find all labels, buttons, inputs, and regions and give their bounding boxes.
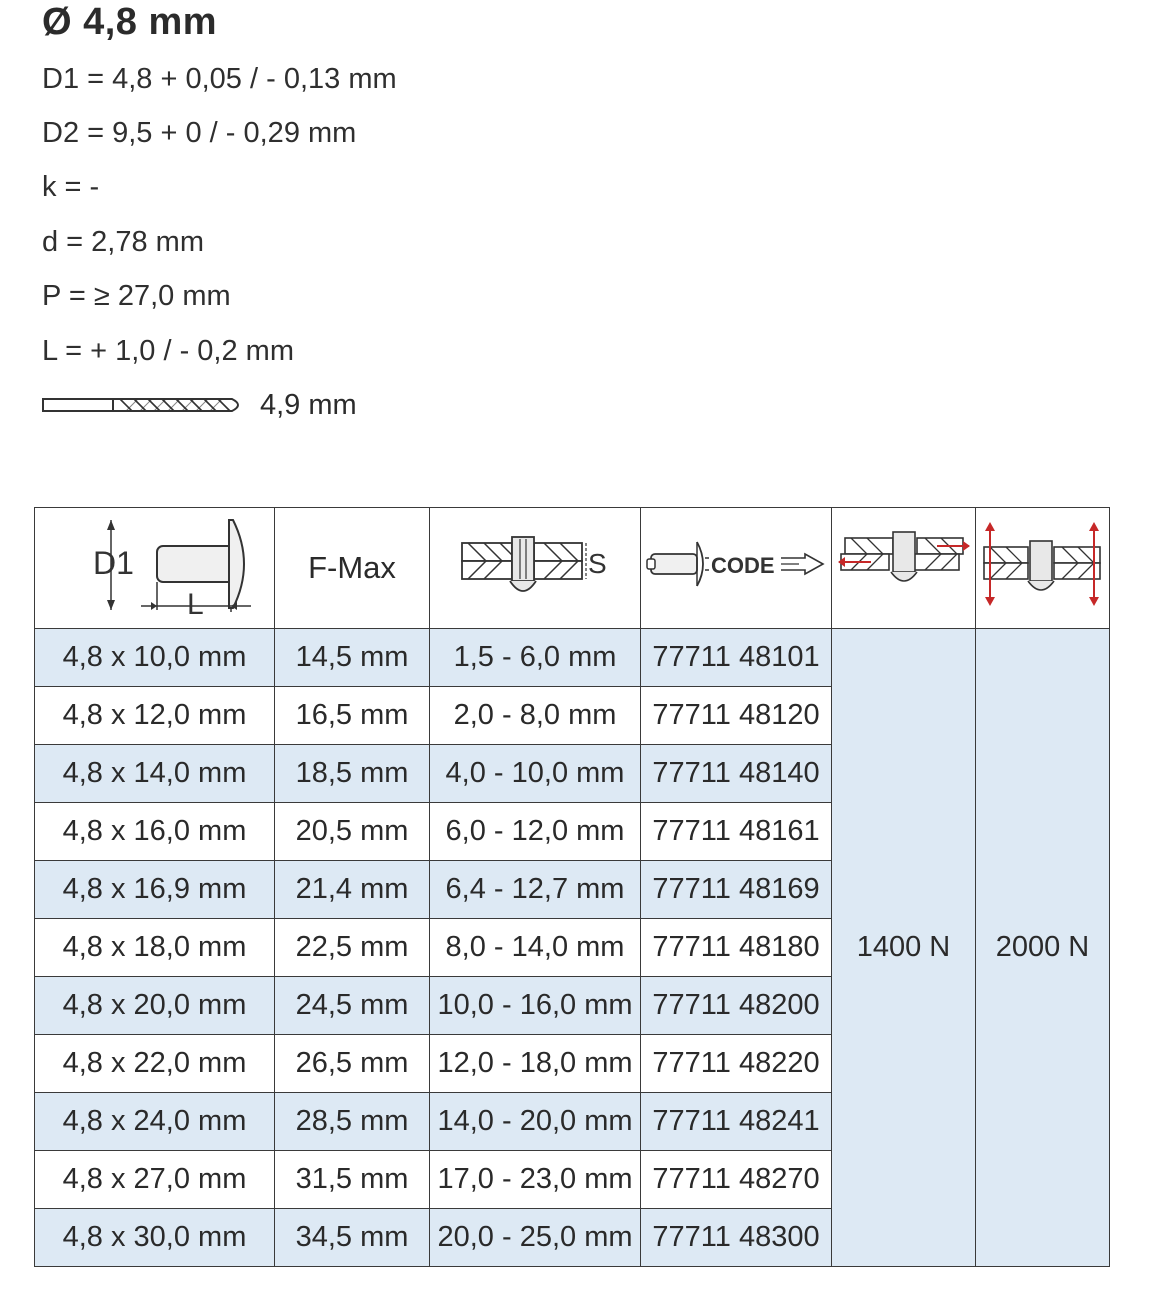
- cell-size: 4,8 x 16,0 mm: [35, 803, 275, 861]
- cell-size: 4,8 x 12,0 mm: [35, 687, 275, 745]
- drill-bit-icon: [42, 394, 246, 416]
- s-label: S: [588, 548, 607, 579]
- spec-p: P = ≥ 27,0 mm: [42, 280, 231, 312]
- cell-fmax: 31,5 mm: [275, 1151, 430, 1209]
- cell-code: 77711 48180: [641, 919, 832, 977]
- cell-fmax: 21,4 mm: [275, 861, 430, 919]
- spec-l: L = + 1,0 / - 0,2 mm: [42, 335, 294, 367]
- spec-d: d = 2,78 mm: [42, 226, 204, 258]
- cell-fmax: 16,5 mm: [275, 687, 430, 745]
- drill-size-value: 4,9 mm: [260, 389, 357, 421]
- cell-grip: 14,0 - 20,0 mm: [430, 1093, 641, 1151]
- cell-grip: 1,5 - 6,0 mm: [430, 629, 641, 687]
- cell-fmax: 20,5 mm: [275, 803, 430, 861]
- fmax-label: F-Max: [308, 550, 396, 585]
- cell-size: 4,8 x 27,0 mm: [35, 1151, 275, 1209]
- header-shear: [832, 508, 976, 629]
- rivet-code-icon: [645, 534, 827, 594]
- cell-code: 77711 48101: [641, 629, 832, 687]
- cell-grip: 6,4 - 12,7 mm: [430, 861, 641, 919]
- cell-code: 77711 48140: [641, 745, 832, 803]
- cell-code: 77711 48220: [641, 1035, 832, 1093]
- page-title: Ø 4,8 mm: [42, 1, 218, 43]
- cell-size: 4,8 x 16,9 mm: [35, 861, 275, 919]
- d1-label: D1: [92, 545, 134, 581]
- cell-fmax: 28,5 mm: [275, 1093, 430, 1151]
- cell-code: 77711 48120: [641, 687, 832, 745]
- cell-code: 77711 48241: [641, 1093, 832, 1151]
- header-grip: [430, 508, 641, 629]
- table-row: [35, 629, 1110, 687]
- cell-grip: 8,0 - 14,0 mm: [430, 919, 641, 977]
- header-tensile: [976, 508, 1110, 629]
- header-size: [35, 508, 275, 629]
- l-label: L: [186, 588, 204, 620]
- cell-fmax: 24,5 mm: [275, 977, 430, 1035]
- cell-size: 4,8 x 18,0 mm: [35, 919, 275, 977]
- table-header-row: [35, 508, 1110, 629]
- code-label: CODE: [711, 553, 775, 578]
- spec-k: k = -: [42, 171, 100, 203]
- cell-fmax: 26,5 mm: [275, 1035, 430, 1093]
- cell-code: 77711 48161: [641, 803, 832, 861]
- cell-shear-strength: 1400 N: [832, 629, 976, 1267]
- cell-fmax: 34,5 mm: [275, 1209, 430, 1267]
- cell-fmax: 14,5 mm: [275, 629, 430, 687]
- cell-size: 4,8 x 10,0 mm: [35, 629, 275, 687]
- header-fmax: [275, 508, 430, 629]
- cell-code: 77711 48300: [641, 1209, 832, 1267]
- cell-fmax: 22,5 mm: [275, 919, 430, 977]
- cell-grip: 12,0 - 18,0 mm: [430, 1035, 641, 1093]
- cell-tensile-strength: 2000 N: [976, 629, 1110, 1267]
- drill-size: [42, 388, 442, 424]
- rivet-dimensions-icon: [55, 508, 255, 620]
- spec-d2: D2 = 9,5 + 0 / - 0,29 mm: [42, 117, 357, 149]
- cell-grip: 10,0 - 16,0 mm: [430, 977, 641, 1035]
- cell-grip: 17,0 - 23,0 mm: [430, 1151, 641, 1209]
- cell-size: 4,8 x 22,0 mm: [35, 1035, 275, 1093]
- spec-d1: D1 = 4,8 + 0,05 / - 0,13 mm: [42, 63, 397, 95]
- cell-code: 77711 48169: [641, 861, 832, 919]
- cell-code: 77711 48200: [641, 977, 832, 1035]
- header-code: [641, 508, 832, 629]
- grip-range-icon: [460, 529, 610, 599]
- cell-grip: 2,0 - 8,0 mm: [430, 687, 641, 745]
- cell-size: 4,8 x 14,0 mm: [35, 745, 275, 803]
- cell-code: 77711 48270: [641, 1151, 832, 1209]
- cell-size: 4,8 x 30,0 mm: [35, 1209, 275, 1267]
- cell-grip: 20,0 - 25,0 mm: [430, 1209, 641, 1267]
- cell-size: 4,8 x 24,0 mm: [35, 1093, 275, 1151]
- cell-size: 4,8 x 20,0 mm: [35, 977, 275, 1035]
- cell-grip: 4,0 - 10,0 mm: [430, 745, 641, 803]
- rivet-table: [34, 507, 1110, 1267]
- tensile-strength-icon: [980, 519, 1106, 609]
- cell-fmax: 18,5 mm: [275, 745, 430, 803]
- cell-grip: 6,0 - 12,0 mm: [430, 803, 641, 861]
- shear-strength-icon: [837, 524, 971, 604]
